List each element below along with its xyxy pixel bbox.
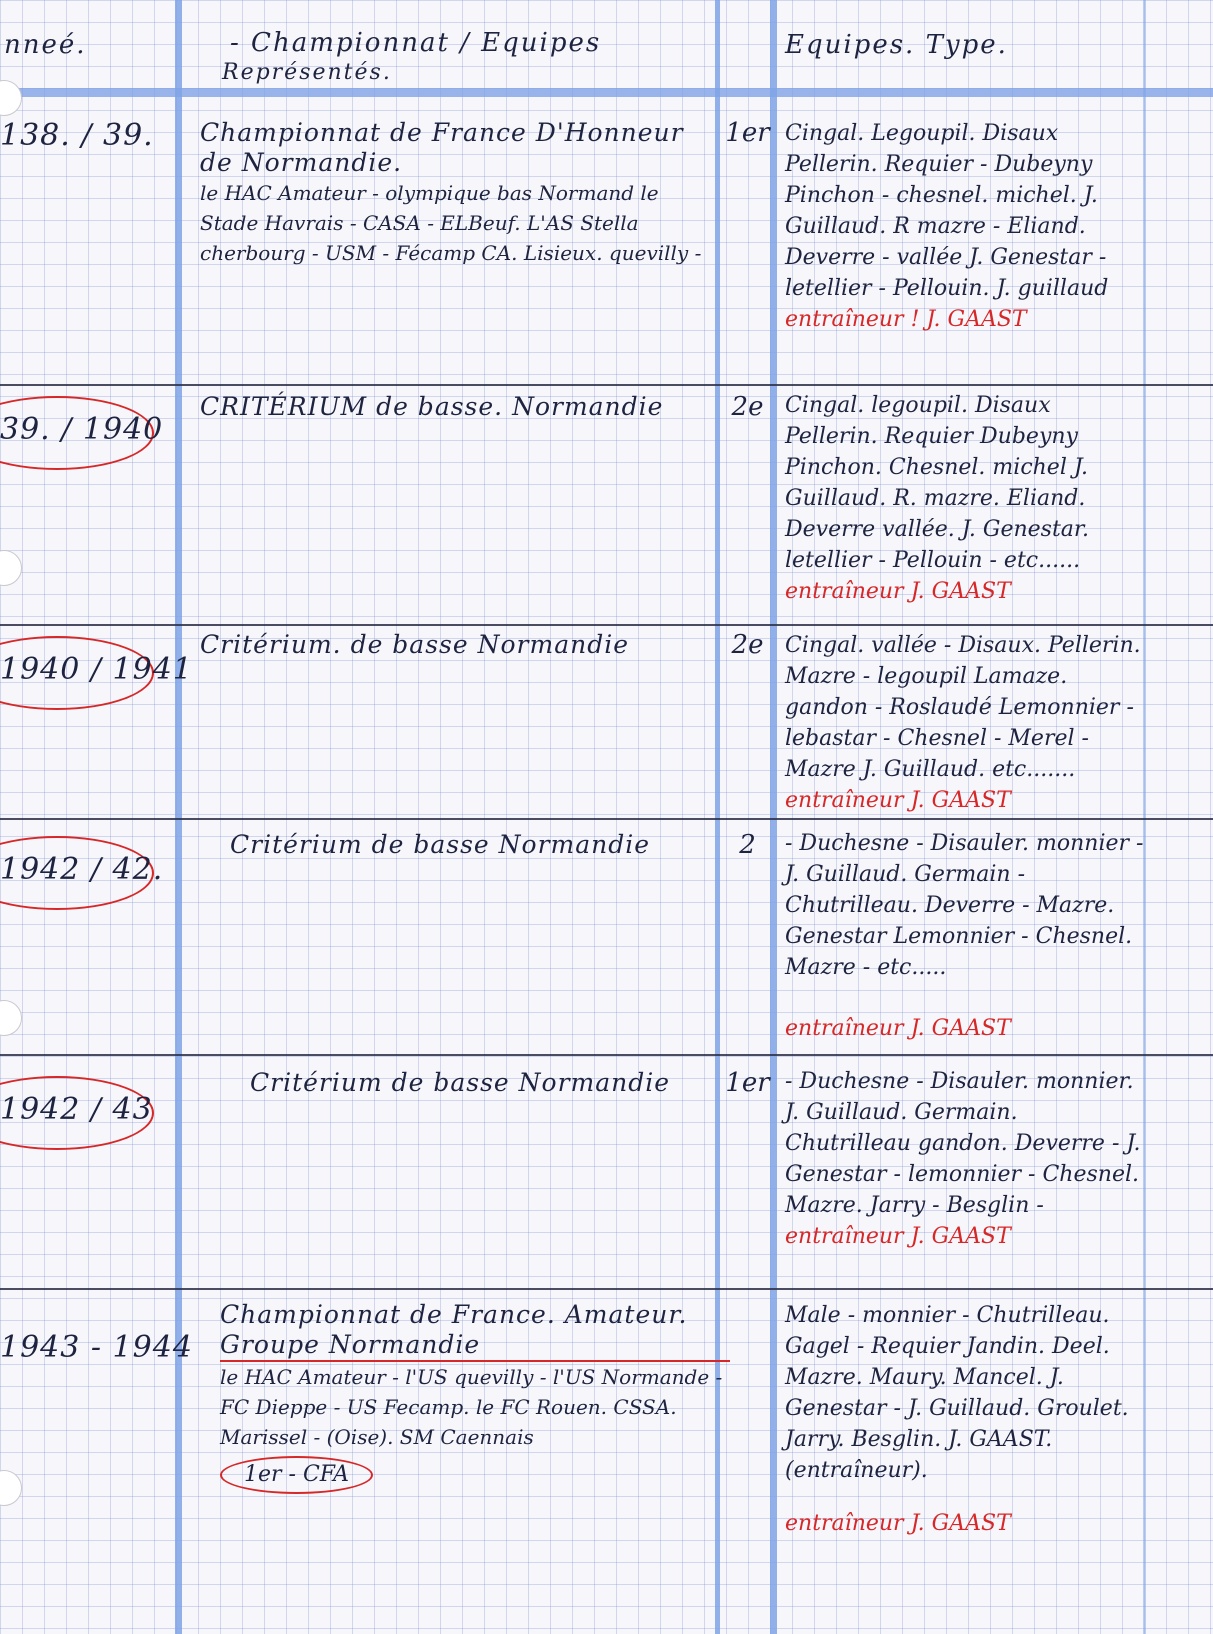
team-roster (785, 1066, 1145, 1252)
coach: entraîneur J. GAAST (785, 1224, 1011, 1249)
rank: 1er (725, 1068, 770, 1098)
season-year: 39. / 1940 (0, 412, 164, 447)
team-roster (785, 1300, 1145, 1539)
competition (230, 830, 740, 860)
column-rule-3 (770, 0, 777, 1634)
competition-title: Critérium de basse Normandie (250, 1068, 671, 1097)
row-divider (0, 818, 1213, 820)
competition (250, 1068, 760, 1098)
row-divider (0, 384, 1213, 386)
punch-hole (0, 80, 22, 116)
competition-teams: le HAC Amateur - l'US quevilly - l'US Normande - FC Dieppe - US Fecamp. le FC Rouen. CSSA. Marissel - (Oise). SM Caennais (220, 1365, 723, 1449)
punch-hole (0, 1000, 22, 1036)
competition (200, 630, 710, 660)
row-divider (0, 1054, 1213, 1056)
players-list: Male - monnier - Chutrilleau. Gagel - Requier Jandin. Deel. Mazre. Maury. Mancel. J. Genestar - J. Guillaud. Groulet. Jarry. Besglin. J. GAAST. (entraîneur). (785, 1303, 1129, 1483)
competition-title: Critérium. de basse Normandie (200, 630, 629, 659)
header-competition: - Championnat / Equipes (230, 28, 602, 58)
competition (220, 1300, 730, 1494)
competition (200, 118, 710, 268)
team-roster (785, 390, 1145, 607)
competition (200, 392, 710, 422)
header-teams: Equipes. Type. (785, 30, 1008, 60)
coach: entraîneur J. GAAST (785, 788, 1011, 813)
rank: 2 (739, 830, 756, 860)
header-competition-sub: Représentés. (222, 60, 392, 85)
coach: entraîneur J. GAAST (785, 579, 1011, 604)
players-list: Cingal. vallée - Disaux. Pellerin. Mazre - legoupil Lamaze. gandon - Roslaudé Lemonnier - lebastar - Chesnel - Merel - Mazre J. Guillaud. etc....... (785, 633, 1141, 782)
players-list: Cingal. legoupil. Disaux Pellerin. Requier Dubeyny Pinchon. Chesnel. michel J. Guillaud. R. mazre. Eliand. Deverre vallée. J. Genestar. letellier - Pellouin - etc...... (785, 393, 1090, 573)
team-roster (785, 118, 1145, 335)
rank: 1er (725, 118, 770, 148)
rank: 2e (731, 630, 764, 660)
row-divider (0, 1288, 1213, 1290)
header-year: nneé. (4, 30, 87, 60)
season-year: 138. / 39. (0, 118, 154, 153)
competition-title: CRITÉRIUM de basse. Normandie (200, 392, 664, 421)
players-list: - Duchesne - Disauler. monnier - J. Guillaud. Germain - Chutrilleau. Deverre - Mazre. Genestar Lemonnier - Chesnel. Mazre - etc..... (785, 831, 1144, 980)
punch-hole (0, 550, 22, 586)
team-roster (785, 828, 1145, 1044)
coach: entraîneur ! J. GAAST (785, 307, 1027, 332)
league-note: 1er - CFA (220, 1456, 373, 1494)
competition-teams: le HAC Amateur - olympique bas Normand le Stade Havrais - CASA - ELBeuf. L'AS Stella cherbourg - USM - Fécamp CA. Lisieux. quevilly - (200, 181, 702, 265)
season-year: 1942 / 42. (0, 852, 164, 887)
competition-title: Critérium de basse Normandie (230, 830, 651, 859)
rank: 2e (731, 392, 764, 422)
players-list: - Duchesne - Disauler. monnier. J. Guillaud. Germain. Chutrilleau gandon. Deverre - J. Genestar - lemonnier - Chesnel. Mazre. Jarry - Besglin - (785, 1069, 1141, 1218)
competition-title: Championnat de France. Amateur. Groupe Normandie (220, 1300, 730, 1362)
season-year: 1942 / 43 (0, 1092, 153, 1127)
season-year: 1943 - 1944 (0, 1330, 193, 1365)
row-divider (0, 624, 1213, 626)
team-roster (785, 630, 1145, 816)
coach: entraîneur J. GAAST (785, 1016, 1011, 1041)
season-year: 1940 / 1941 (0, 652, 193, 687)
competition-title: Championnat de France D'Honneur de Normandie. (200, 118, 684, 177)
players-list: Cingal. Legoupil. Disaux Pellerin. Requier - Dubeyny Pinchon - chesnel. michel. J. Guillaud. R mazre - Eliand. Deverre - vallée J. Genestar - letellier - Pellouin. J. guillaud (785, 121, 1109, 301)
column-rule-1 (175, 0, 182, 1634)
punch-hole (0, 1470, 22, 1506)
coach: entraîneur J. GAAST (785, 1511, 1011, 1536)
